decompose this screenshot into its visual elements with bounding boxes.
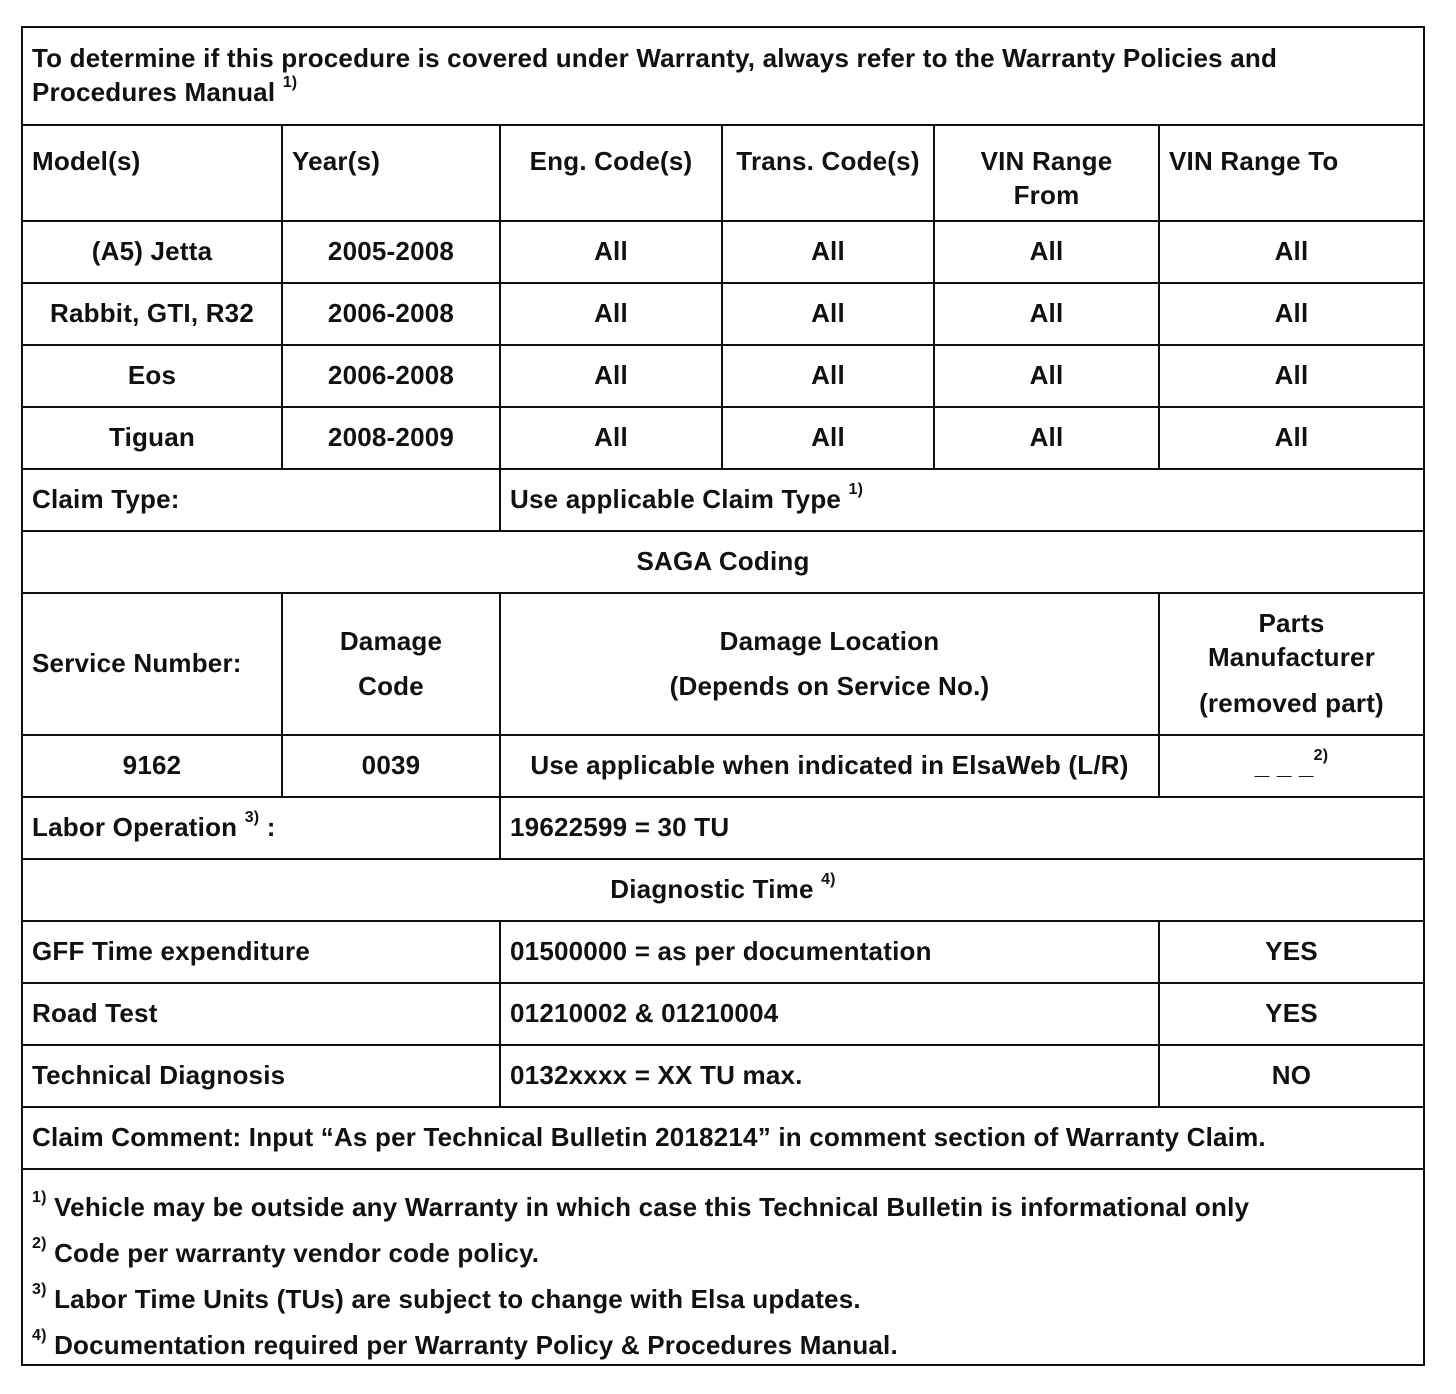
diagnostic-row-2-flag: YES	[1160, 984, 1423, 1046]
diagnostic-row-3-label: Technical Diagnosis	[23, 1046, 501, 1108]
model-row-4-vin-to: All	[1160, 408, 1423, 470]
claim-type-value: Use applicable Claim Type	[510, 484, 842, 515]
diagnostic-row-3-code: 0132xxxx = XX TU max.	[501, 1046, 1160, 1108]
diagnostic-row-1-code: 01500000 = as per documentation	[501, 922, 1160, 984]
saga-parts-footnote-mark: 2)	[1313, 747, 1329, 765]
footnotes	[23, 1170, 1423, 1364]
saga-header-damage-code: Damage Code	[283, 594, 501, 736]
model-row-1-vin-to: All	[1160, 222, 1423, 284]
model-row-4-vin-from: All	[935, 408, 1160, 470]
labor-operation-footnote-mark: 3)	[244, 809, 260, 827]
model-row-4-year: 2008-2009	[283, 408, 501, 470]
saga-damage-code: 0039	[283, 736, 501, 798]
model-row-4-model: Tiguan	[23, 408, 283, 470]
intro-line-2: Procedures Manual	[32, 77, 276, 107]
model-row-1-year: 2005-2008	[283, 222, 501, 284]
intro-footnote-mark: 1)	[282, 74, 298, 92]
model-row-1-vin-from: All	[935, 222, 1160, 284]
model-row-2-year: 2006-2008	[283, 284, 501, 346]
model-row-2-model: Rabbit, GTI, R32	[23, 284, 283, 346]
intro-line-1: To determine if this procedure is covered under Warranty, always refer to the Warranty Policies and	[32, 43, 1278, 74]
model-row-3-trans: All	[723, 346, 935, 408]
model-row-3-vin-from: All	[935, 346, 1160, 408]
diagnostic-row-2-label: Road Test	[23, 984, 501, 1046]
saga-damage-location: Use applicable when indicated in ElsaWeb (L/R)	[501, 736, 1160, 798]
footnote-3: $^{3)}$ Labor Time Units (TUs) are subject to change with Elsa updates.	[32, 1281, 861, 1314]
model-row-3-model: Eos	[23, 346, 283, 408]
saga-header-parts-manufacturer: Parts Manufacturer (removed part)	[1160, 594, 1423, 736]
model-row-4-trans: All	[723, 408, 935, 470]
model-row-2-vin-to: All	[1160, 284, 1423, 346]
model-row-1-trans: All	[723, 222, 935, 284]
intro-cell	[23, 28, 1423, 126]
model-row-3-eng: All	[501, 346, 723, 408]
model-row-1-eng: All	[501, 222, 723, 284]
diagnostic-time-title-cell	[23, 860, 1423, 922]
claim-type-label: Claim Type:	[23, 470, 501, 532]
model-row-3-year: 2006-2008	[283, 346, 501, 408]
warranty-table	[21, 26, 1425, 1366]
header-vin-range-from: VIN Range From	[935, 126, 1160, 222]
model-row-3-vin-to: All	[1160, 346, 1423, 408]
claim-comment: Claim Comment: Input “As per Technical Bulletin 2018214” in comment section of Warranty Claim.	[23, 1108, 1423, 1170]
labor-operation-label-cell	[23, 798, 501, 860]
saga-service-number: 9162	[23, 736, 283, 798]
labor-operation-label: Labor Operation	[32, 812, 238, 843]
diagnostic-time-footnote-mark: 4)	[821, 871, 836, 889]
labor-operation-value: 19622599 = 30 TU	[501, 798, 1423, 860]
diagnostic-row-2-code: 01210002 & 01210004	[501, 984, 1160, 1046]
labor-operation-colon: :	[266, 812, 276, 843]
saga-header-damage-location: Damage Location (Depends on Service No.)	[501, 594, 1160, 736]
saga-header-service-number: Service Number:	[23, 594, 283, 736]
header-years: Year(s)	[283, 126, 501, 222]
footnote-1: $^{1)}$ Vehicle may be outside any Warranty in which case this Technical Bulletin is informational only	[32, 1189, 1250, 1222]
model-row-2-vin-from: All	[935, 284, 1160, 346]
saga-parts-manufacturer-cell	[1160, 736, 1423, 798]
model-row-1-model: (A5) Jetta	[23, 222, 283, 284]
claim-type-value-cell	[501, 470, 1423, 532]
model-row-2-eng: All	[501, 284, 723, 346]
diagnostic-time-title: Diagnostic Time	[610, 874, 814, 905]
header-vin-range-to: VIN Range To	[1160, 126, 1423, 222]
header-eng-codes: Eng. Code(s)	[501, 126, 723, 222]
claim-type-footnote-mark: 1)	[848, 481, 864, 499]
footnote-4: $^{4)}$ Documentation required per Warranty Policy & Procedures Manual.	[32, 1327, 898, 1360]
saga-parts-manufacturer-blank: _ _ _	[1254, 750, 1314, 781]
model-row-4-eng: All	[501, 408, 723, 470]
model-row-2-trans: All	[723, 284, 935, 346]
footnote-2: $^{2)}$ Code per warranty vendor code policy.	[32, 1235, 540, 1268]
diagnostic-row-1-label: GFF Time expenditure	[23, 922, 501, 984]
header-models: Model(s)	[23, 126, 283, 222]
saga-coding-title: SAGA Coding	[23, 532, 1423, 594]
diagnostic-row-3-flag: NO	[1160, 1046, 1423, 1108]
header-trans-codes: Trans. Code(s)	[723, 126, 935, 222]
diagnostic-row-1-flag: YES	[1160, 922, 1423, 984]
